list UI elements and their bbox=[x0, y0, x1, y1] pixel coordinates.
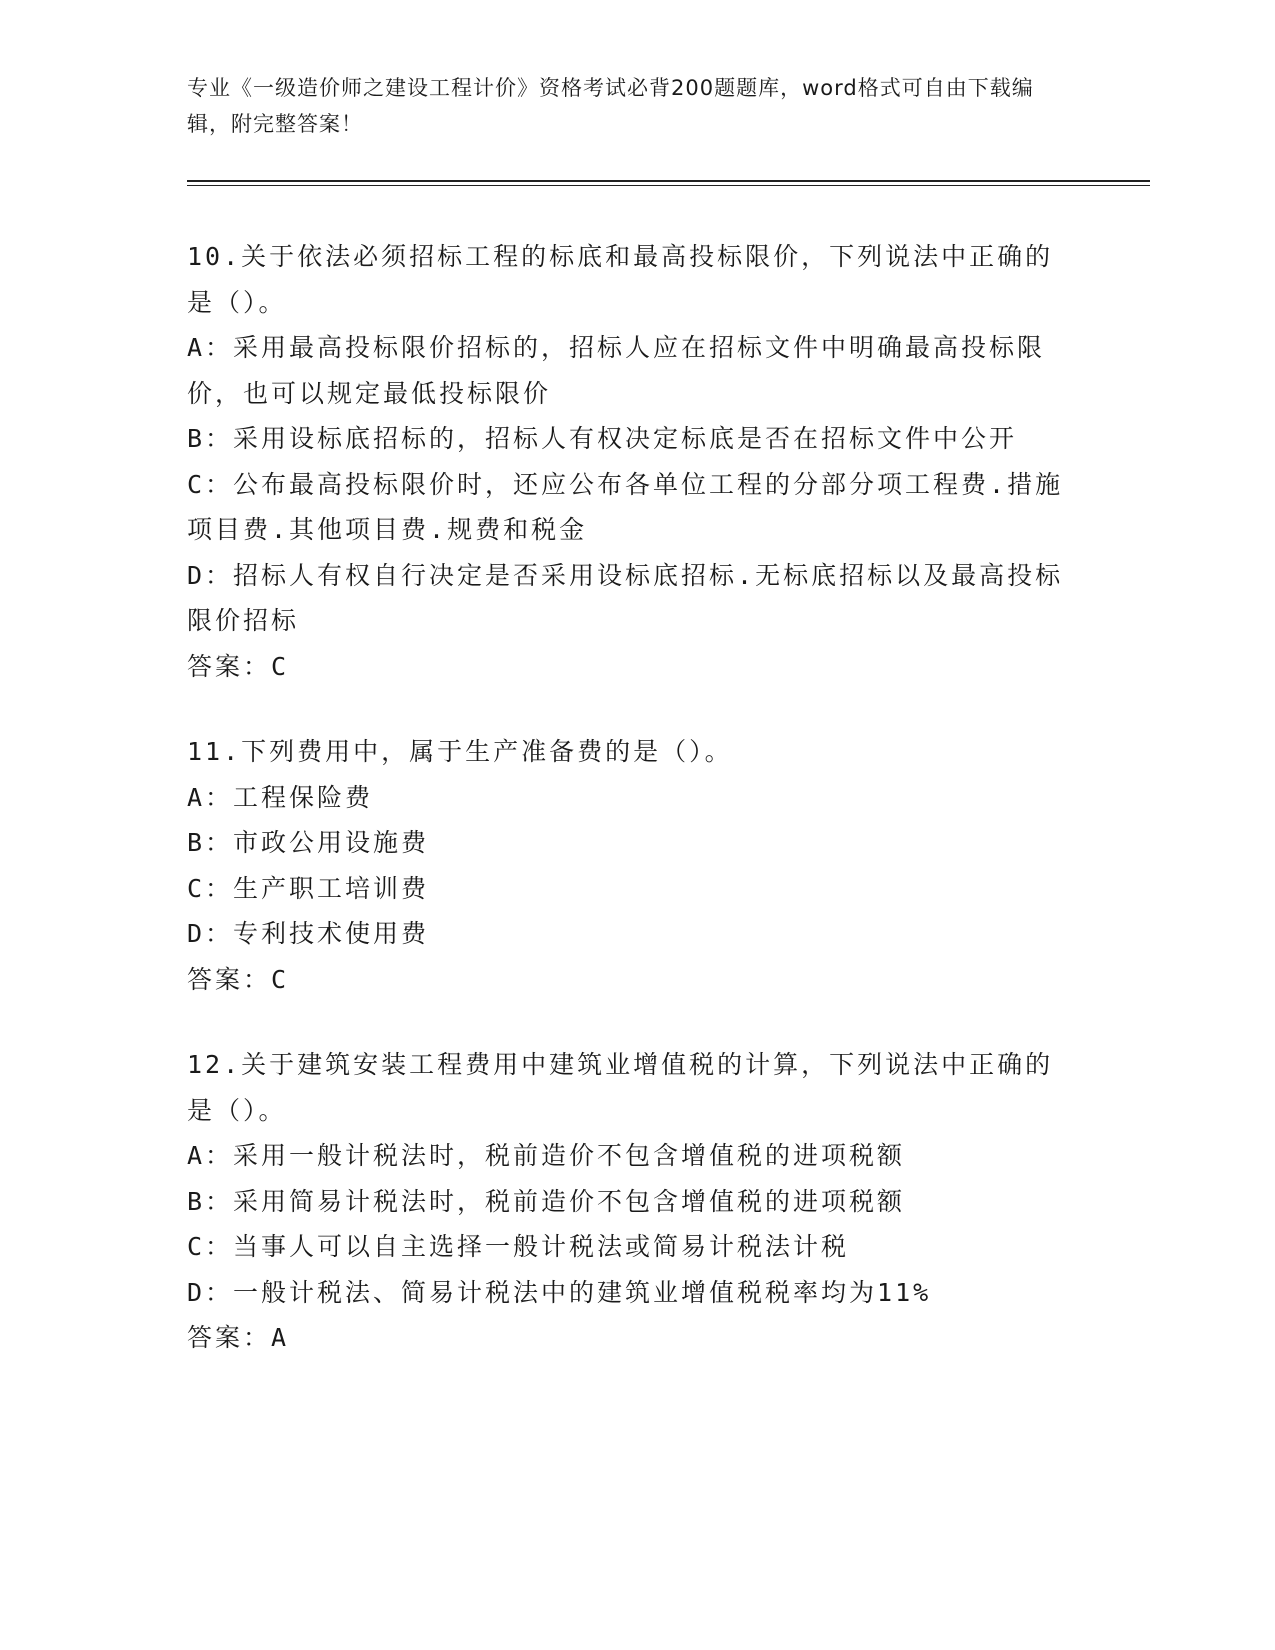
question-12 bbox=[187, 1042, 1150, 1361]
answer-label: 答案： bbox=[187, 1323, 272, 1352]
document-header: 专业《一级造价师之建设工程计价》资格考试必背200题题库，word格式可自由下载编辑，附完整答案！ bbox=[187, 76, 1034, 136]
option-d: D：专利技术使用费 bbox=[187, 919, 430, 948]
option-b: B：采用设标底招标的，招标人有权决定标底是否在招标文件中公开 bbox=[187, 424, 1018, 453]
option-c: C：生产职工培训费 bbox=[187, 873, 430, 903]
question-stem: 11.下列费用中，属于生产准备费的是（）。 bbox=[187, 737, 733, 766]
answer bbox=[187, 644, 1150, 690]
answer-value: C bbox=[271, 651, 290, 681]
document-page bbox=[187, 70, 1150, 1401]
option-a: A：工程保险费 bbox=[187, 782, 374, 812]
answer bbox=[187, 957, 1150, 1003]
option-a: A：采用最高投标限价招标的，招标人应在招标文件中明确最高投标限价，也可以规定最低投标限价 bbox=[187, 333, 1046, 408]
question-stem: 10.关于依法必须招标工程的标底和最高投标限价，下列说法中正确的是（）。 bbox=[187, 242, 1054, 317]
option-b: B：采用简易计税法时，税前造价不包含增值税的进项税额 bbox=[187, 1186, 906, 1216]
header-divider bbox=[187, 180, 1150, 186]
option-b: B：市政公用设施费 bbox=[187, 828, 430, 857]
answer-value: C bbox=[271, 964, 290, 994]
question-11 bbox=[187, 729, 1150, 1002]
option-d: D：招标人有权自行决定是否采用设标底招标.无标底招标以及最高投标限价招标 bbox=[187, 560, 1064, 635]
option-c: C：当事人可以自主选择一般计税法或简易计税法计税 bbox=[187, 1232, 850, 1261]
option-d: D：一般计税法、简易计税法中的建筑业增值税税率均为11% bbox=[187, 1277, 932, 1307]
question-list bbox=[187, 234, 1150, 1361]
answer-label: 答案： bbox=[187, 964, 272, 994]
answer-value: A bbox=[271, 1323, 290, 1352]
question-10 bbox=[187, 234, 1150, 689]
question-stem: 12.关于建筑安装工程费用中建筑业增值税的计算，下列说法中正确的是（）。 bbox=[187, 1050, 1054, 1125]
option-a: A：采用一般计税法时，税前造价不包含增值税的进项税额 bbox=[187, 1141, 906, 1170]
answer bbox=[187, 1315, 1150, 1361]
option-c: C：公布最高投标限价时，还应公布各单位工程的分部分项工程费.措施项目费.其他项目费.规费和税金 bbox=[187, 469, 1064, 544]
answer-label: 答案： bbox=[187, 651, 272, 681]
